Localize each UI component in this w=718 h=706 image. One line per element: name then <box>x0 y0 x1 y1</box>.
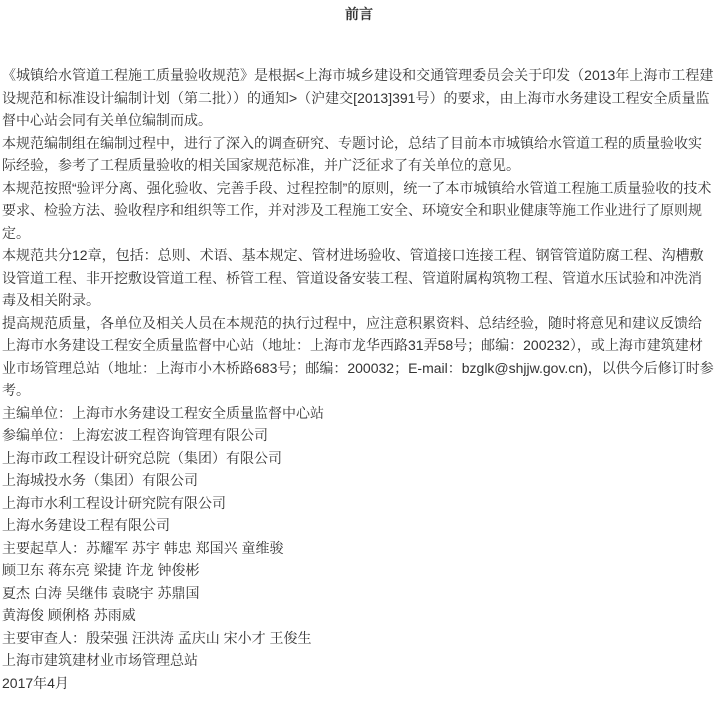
credit-line-org: 上海市水利工程设计研究院有限公司 <box>2 494 226 511</box>
document-body <box>0 64 718 694</box>
credit-line-drafters: 夏杰 白涛 吴继伟 袁晓宇 苏鼎国 <box>2 584 200 601</box>
credit-line-org: 上海水务建设工程有限公司 <box>2 517 170 533</box>
credit-line-drafters: 主要起草人：苏耀军 苏宇 韩忠 郑国兴 童维骏 <box>2 539 284 556</box>
paragraph-feedback: 提高规范质量，各单位及相关人员在本规范的执行过程中，应注意积累资料、总结经验，随时将意见和建议反馈给上海市水务建设工程安全质量监督中心站（地址：上海市龙华西路31弄58号；邮编：200232），或上海市建筑建材业市场管理总站（地址：上海市小木桥路683号；邮编：200032；E-mail：bzglk@shjjw.gov.cn)，以供今后修订时参考。 <box>2 314 714 398</box>
credit-line-drafters: 黄海俊 顾俐格 苏雨威 <box>2 607 136 623</box>
credit-line-drafters: 顾卫东 蒋东亮 梁捷 许龙 钟俊彬 <box>2 562 200 578</box>
credit-line-reviewers: 主要审查人：殷荣强 汪洪涛 孟庆山 宋小才 王俊生 <box>2 629 312 646</box>
credit-line-date: 2017年4月 <box>2 674 69 691</box>
credit-line-org: 上海市政工程设计研究总院（集团）有限公司 <box>2 449 282 466</box>
credit-line-co-editor-org: 参编单位：上海宏波工程咨询管理有限公司 <box>2 427 268 443</box>
paragraph-process: 本规范编制组在编制过程中，进行了深入的调查研究、专题讨论，总结了目前本市城镇给水管道工程的质量验收实际经验，参考了工程质量验收的相关国家规范标准，并广泛征求了有关单位的意见。 <box>2 134 702 173</box>
page-title: 前言 <box>345 6 373 22</box>
paragraph-principles: 本规范按照“验评分离、强化验收、完善手段、过程控制”的原则，统一了本市城镇给水管道工程施工质量验收的技术要求、检验方法、验收程序和组织等工作，并对涉及工程施工安全、环境安全和职业健康等施工作业进行了原则规定。 <box>2 179 712 241</box>
credit-line-org: 上海城投水务（集团）有限公司 <box>2 472 198 488</box>
paragraph-chapters: 本规范共分12章，包括：总则、术语、基本规定、管材进场验收、管道接口连接工程、钢管管道防腐工程、沟槽敷设管道工程、非开挖敷设管道工程、桥管工程、管道设备安装工程、管道附属构筑物工程、管道水压试验和冲洗消毒及相关附录。 <box>2 247 704 308</box>
credit-line-issuing-org: 上海市建筑建材业市场管理总站 <box>2 652 198 668</box>
credit-line-chief-editor-org: 主编单位：上海市水务建设工程安全质量监督中心站 <box>2 404 324 421</box>
paragraph-basis: 《城镇给水管道工程施工质量验收规范》是根据<上海市城乡建设和交通管理委员会关于印发（2013年上海市工程建设规范和标准设计编制计划（第二批））的通知>（沪建交[2013]391号）的要求，由上海市水务建设工程安全质量监督中心站会同有关单位编制而成。 <box>2 67 714 128</box>
